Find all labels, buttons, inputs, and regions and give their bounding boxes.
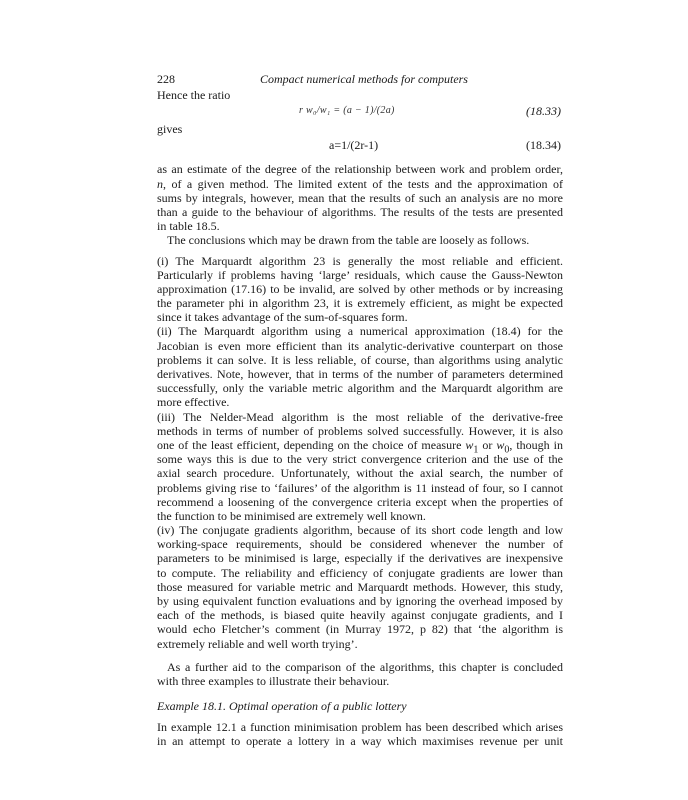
text-line: (iv) The conjugate gradients algorithm, because of its short code length and low xyxy=(157,523,563,538)
text-line: (ii) The Marquardt algorithm using a numerical approximation (18.4) for the xyxy=(157,324,563,339)
equation-18-33-body: r w₀/w₁ = (a − 1)/(2a) xyxy=(299,105,395,117)
text-line: than a guide to the behaviour of algorithms. The results of the tests are presented xyxy=(157,204,563,219)
text-line: as an estimate of the degree of the relationship between work and problem order, xyxy=(157,162,563,177)
text-line: derivatives. Note, however, that in terms of the number of parameters determined xyxy=(157,367,563,381)
text-line: since it takes advantage of the sum-of-squares form. xyxy=(157,310,408,325)
paragraph-estimate xyxy=(157,162,563,233)
w-symbol: w xyxy=(465,437,474,452)
conclusion-item-iii xyxy=(157,410,563,524)
text-line: in table 18.5. xyxy=(157,219,220,234)
equation-18-34-number: (18.34) xyxy=(526,138,561,153)
text-line: to compute. The reliability and efficiency of conjugate gradients are lower than xyxy=(157,565,563,580)
text-line: extremely reliable and well worth trying’. xyxy=(157,636,358,651)
paragraph-example xyxy=(157,720,563,748)
equation-18-34-body: a=1/(2r-1) xyxy=(329,138,379,153)
example-heading: Example 18.1. Optimal operation of a public lottery xyxy=(157,699,407,714)
hence-line: Hence the ratio xyxy=(157,88,231,102)
text-line: n, of a given method. The limited extent of the tests and the approximation of xyxy=(157,176,563,191)
text-line: axial search procedure. Unfortunately, without the axial search, the number of xyxy=(157,466,563,481)
text-line: In example 12.1 a function minimisation problem has been described which arises xyxy=(157,720,563,735)
text-line: one of the least efficient, depending on the choice of measure $w_1$ or $w_0$, though in xyxy=(157,437,563,456)
book-page xyxy=(157,70,563,749)
text-line: by using equivalent function evaluations and by ignoring the overhead imposed by xyxy=(157,594,563,608)
text-line: (i) The Marquardt algorithm 23 is generally the most reliable and efficient. xyxy=(157,253,563,268)
text-line: each of the methods, is biased quite heavily against conjugate gradients, and I xyxy=(157,608,563,623)
text-line: methods in terms of number of problems solved successfully. However, it is also xyxy=(157,423,563,438)
text-line: more effective. xyxy=(157,395,230,410)
text-line: Jacobian is even more efficient than its analytic-derivative counterpart on those xyxy=(157,338,563,353)
n-symbol: n xyxy=(157,176,163,191)
text-line: problems giving rise to ‘failures’ of the algorithm is 11 instead of four, so I cannot xyxy=(157,480,563,495)
equation-18-33 xyxy=(157,102,563,122)
equation-18-34 xyxy=(157,136,563,156)
text-line: (iii) The Nelder-Mead algorithm is the most reliable of the derivative-free xyxy=(157,409,563,424)
text-line: successfully, only the variable metric algorithm and the Marquardt algorithm are xyxy=(157,381,563,396)
running-title: Compact numerical methods for computers xyxy=(260,72,468,86)
gives-line: gives xyxy=(157,122,183,137)
text-line: recommend a loosening of the convergence criteria except when the properties of xyxy=(157,494,563,509)
text-line: problems it can solve. It is less reliable, of course, than algorithms using analytic xyxy=(157,352,563,367)
paragraph-further-aid xyxy=(157,660,563,688)
paragraph-conclusions: The conclusions which may be drawn from the table are loosely as follows. xyxy=(167,233,530,248)
equation-18-33-number: (18.33) xyxy=(526,104,561,119)
subscript-1: 1 xyxy=(473,444,479,456)
text-line: Particularly if problems having ‘large’ residuals, which cause the Gauss-Newton xyxy=(157,267,563,282)
text-line: working-space requirements, should be considered whenever the number of xyxy=(157,537,563,552)
page-number: 228 xyxy=(157,72,175,86)
text-line: some ways this is due to the very strict convergence criterion and the use of the xyxy=(157,452,563,467)
text-line: the function to be minimised are extremely well known. xyxy=(157,508,426,523)
text-line: would echo Fletcher’s comment (in Murray 1972, p 82) that ‘the algorithm is xyxy=(157,622,563,637)
text-line: with three examples to illustrate their behaviour. xyxy=(157,673,390,688)
text-line: parameters to be minimised is large, especially if the derivatives are inexpensive xyxy=(157,551,563,566)
text-line: approximation (17.16) to be invalid, are solved by other methods or by increasing xyxy=(157,281,563,296)
w-symbol: w xyxy=(496,437,505,452)
text-line: in an attempt to operate a lottery in a way which maximises revenue per unit xyxy=(157,734,563,749)
text-line: those measured for variable metric and Marquardt methods. However, this study, xyxy=(157,579,563,594)
text-line: the parameter phi in algorithm 23, it is extremely efficient, as might be expected xyxy=(157,296,563,311)
conclusion-item-i xyxy=(157,254,563,325)
conclusion-item-iv xyxy=(157,523,563,651)
text-line: sums by integrals, however, mean that the results of such an analysis are no more xyxy=(157,190,563,205)
text-line: As a further aid to the comparison of the algorithms, this chapter is concluded xyxy=(167,659,563,674)
subscript-0: 0 xyxy=(504,444,510,456)
conclusion-item-ii xyxy=(157,324,563,409)
running-head xyxy=(157,70,563,88)
